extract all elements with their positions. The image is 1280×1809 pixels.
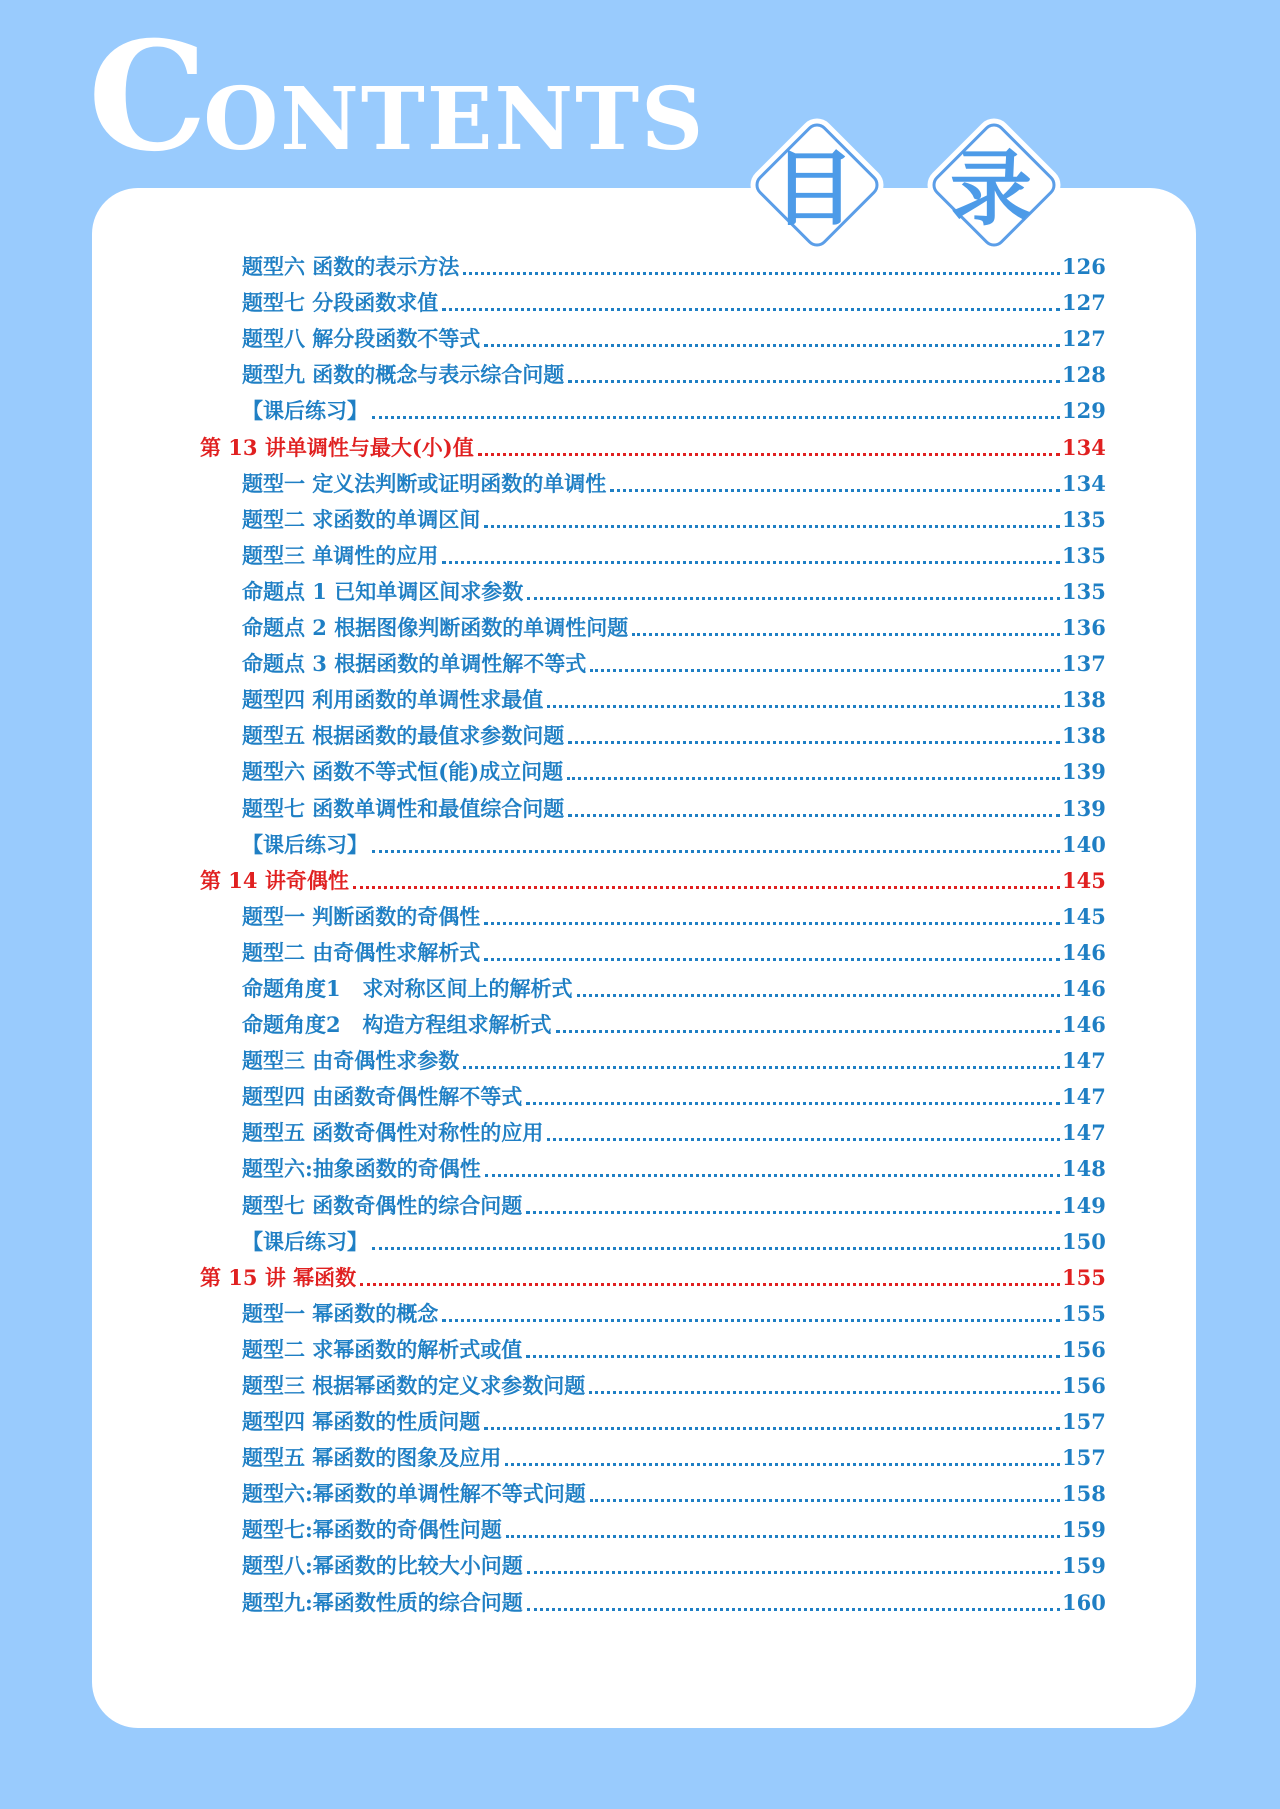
toc-entry-page: 149 xyxy=(1062,1192,1106,1218)
contents-initial: C xyxy=(88,9,204,185)
toc-entry-page: 147 xyxy=(1062,1084,1106,1110)
toc-entry[interactable] xyxy=(200,1440,1106,1476)
dot-leader xyxy=(372,849,1060,853)
toc-entry[interactable] xyxy=(200,1368,1106,1404)
toc-entry[interactable] xyxy=(200,249,1106,285)
dot-leader xyxy=(526,1354,1060,1358)
toc-entry[interactable] xyxy=(200,827,1106,863)
toc-entry[interactable] xyxy=(200,1548,1106,1584)
toc-entry-page: 145 xyxy=(1062,867,1106,893)
toc-entry-page: 160 xyxy=(1062,1589,1106,1615)
toc-entry-label: 题型四 利用函数的单调性求最值 xyxy=(242,687,544,713)
toc-entry-page: 134 xyxy=(1062,434,1106,460)
toc-entry-label: 【课后练习】 xyxy=(242,398,368,424)
toc-entry-page: 157 xyxy=(1062,1409,1106,1435)
toc-entry-page: 156 xyxy=(1062,1373,1106,1398)
toc-entry-page: 158 xyxy=(1062,1481,1106,1507)
toc-entry-label: 题型五 幂函数的图象及应用 xyxy=(242,1445,502,1471)
toc-entry-label: 题型七 函数奇偶性的综合问题 xyxy=(242,1192,523,1218)
toc-entry-label: 题型二 求函数的单调区间 xyxy=(242,506,481,532)
toc-entry-page: 156 xyxy=(1062,1336,1106,1362)
toc-entry-page: 157 xyxy=(1062,1445,1106,1471)
contents-heading xyxy=(88,9,706,185)
toc-entry-page: 155 xyxy=(1062,1264,1106,1290)
toc-entry-page: 147 xyxy=(1062,1120,1106,1146)
toc-entry[interactable] xyxy=(200,1151,1106,1187)
dot-leader xyxy=(526,1101,1060,1105)
toc-entry-page: 135 xyxy=(1062,506,1106,532)
toc-entry-page: 135 xyxy=(1062,542,1106,568)
dot-leader xyxy=(556,1029,1060,1033)
toc-entry-label: 题型二 由奇偶性求解析式 xyxy=(242,939,481,965)
toc-entry-page: 128 xyxy=(1062,362,1106,388)
dot-leader xyxy=(506,1534,1060,1538)
toc-entry-page: 147 xyxy=(1062,1048,1106,1074)
mulu-badge-1 xyxy=(748,116,880,248)
toc-entry[interactable] xyxy=(200,1187,1106,1223)
table-of-contents xyxy=(200,249,1106,1621)
toc-entry-page: 137 xyxy=(1062,651,1106,677)
toc-entry-label: 【课后练习】 xyxy=(242,1228,368,1254)
toc-entry-page: 129 xyxy=(1062,398,1106,424)
toc-entry-label: 题型三 单调性的应用 xyxy=(242,542,439,568)
toc-entry[interactable] xyxy=(200,1043,1106,1079)
toc-entry-page: 146 xyxy=(1062,939,1106,965)
toc-entry-label: 第 15 讲 幂函数 xyxy=(200,1264,357,1290)
mulu-badge-2 xyxy=(925,116,1057,248)
toc-entry[interactable] xyxy=(200,1512,1106,1548)
dot-leader xyxy=(568,379,1060,383)
toc-entry-label: 第 14 讲奇偶性 xyxy=(200,867,349,893)
toc-chapter-entry[interactable] xyxy=(200,863,1106,899)
toc-entry-label: 题型八 解分段函数不等式 xyxy=(242,326,481,352)
toc-entry-page: 159 xyxy=(1062,1517,1106,1543)
toc-entry-label: 题型八:幂函数的比较大小问题 xyxy=(242,1553,523,1579)
toc-entry[interactable] xyxy=(200,1404,1106,1440)
toc-entry-page: 155 xyxy=(1062,1300,1106,1326)
toc-entry[interactable] xyxy=(200,1332,1106,1368)
dot-leader xyxy=(353,885,1060,889)
toc-entry-label: 题型五 根据函数的最值求参数问题 xyxy=(242,723,565,749)
mulu-char-1: 目 xyxy=(772,141,855,237)
dot-leader xyxy=(485,1173,1060,1177)
mulu-char-2: 录 xyxy=(949,141,1032,237)
toc-entry-label: 题型一 定义法判断或证明函数的单调性 xyxy=(242,470,607,496)
toc-entry-page: 140 xyxy=(1062,831,1106,857)
toc-entry-page: 138 xyxy=(1062,687,1106,713)
toc-entry-label: 题型七:幂函数的奇偶性问题 xyxy=(242,1517,502,1543)
toc-entry-page: 150 xyxy=(1062,1228,1106,1254)
toc-entry[interactable] xyxy=(200,1079,1106,1115)
toc-entry[interactable] xyxy=(200,1224,1106,1260)
dot-leader xyxy=(547,1137,1060,1141)
toc-entry[interactable] xyxy=(200,899,1106,935)
toc-entry-page: 148 xyxy=(1062,1156,1106,1182)
toc-entry-label: 题型一 幂函数的概念 xyxy=(242,1300,439,1326)
toc-entry-label: 题型九 函数的概念与表示综合问题 xyxy=(242,362,565,388)
toc-entry-label: 命题点 1 已知单调区间求参数 xyxy=(242,578,524,604)
toc-entry-label: 题型一 判断函数的奇偶性 xyxy=(242,903,481,929)
dot-leader xyxy=(527,596,1060,600)
toc-chapter-entry[interactable] xyxy=(200,1260,1106,1296)
dot-leader xyxy=(567,776,1060,780)
toc-entry-label: 第 13 讲单调性与最大(小)值 xyxy=(200,434,474,460)
dot-leader xyxy=(547,704,1060,708)
dot-leader xyxy=(484,957,1060,961)
dot-leader xyxy=(568,740,1060,744)
toc-entry-label: 题型七 函数单调性和最值综合问题 xyxy=(242,795,565,821)
toc-entry-label: 题型六 函数不等式恒(能)成立问题 xyxy=(242,759,564,785)
dot-leader xyxy=(463,1065,1060,1069)
toc-entry[interactable] xyxy=(200,285,1106,321)
toc-entry-page: 138 xyxy=(1062,723,1106,749)
toc-entry[interactable] xyxy=(200,1476,1106,1512)
dot-leader xyxy=(610,488,1060,492)
dot-leader xyxy=(527,1570,1060,1574)
dot-leader xyxy=(590,668,1060,672)
toc-entry-page: 139 xyxy=(1062,759,1106,785)
dot-leader xyxy=(526,1210,1060,1214)
toc-entry-label: 题型七 分段函数求值 xyxy=(242,290,439,316)
toc-entry-label: 命题角度1 求对称区间上的解析式 xyxy=(242,975,573,1001)
toc-entry-label: 题型四 幂函数的性质问题 xyxy=(242,1409,481,1435)
toc-entry-label: 题型四 由函数奇偶性解不等式 xyxy=(242,1084,523,1110)
toc-entry[interactable] xyxy=(200,466,1106,502)
dot-leader xyxy=(484,1426,1060,1430)
dot-leader xyxy=(632,632,1060,636)
toc-entry[interactable] xyxy=(200,718,1106,754)
toc-entry-label: 命题点 3 根据函数的单调性解不等式 xyxy=(242,651,587,677)
toc-entry-page: 139 xyxy=(1062,795,1106,821)
toc-entry-label: 题型三 由奇偶性求参数 xyxy=(242,1048,460,1074)
toc-entry-page: 127 xyxy=(1062,326,1106,352)
dot-leader xyxy=(484,921,1060,925)
toc-entry[interactable] xyxy=(200,574,1106,610)
toc-entry-label: 命题角度2 构造方程组求解析式 xyxy=(242,1012,552,1038)
dot-leader xyxy=(505,1462,1060,1466)
toc-entry[interactable] xyxy=(200,1007,1106,1043)
toc-entry[interactable] xyxy=(200,971,1106,1007)
dot-leader xyxy=(527,1607,1060,1611)
toc-entry-page: 146 xyxy=(1062,1012,1106,1038)
toc-entry-page: 136 xyxy=(1062,615,1106,641)
toc-entry-label: 题型六:幂函数的单调性解不等式问题 xyxy=(242,1481,586,1507)
toc-entry[interactable] xyxy=(200,502,1106,538)
dot-leader xyxy=(577,993,1060,997)
toc-entry-page: 145 xyxy=(1062,903,1106,929)
toc-entry-page: 134 xyxy=(1062,470,1106,496)
toc-entry-label: 题型六 函数的表示方法 xyxy=(242,254,460,280)
toc-entry[interactable] xyxy=(200,610,1106,646)
toc-entry[interactable] xyxy=(200,321,1106,357)
toc-entry-label: 题型二 求幂函数的解析式或值 xyxy=(242,1336,523,1362)
toc-entry[interactable] xyxy=(200,1296,1106,1332)
dot-leader xyxy=(484,524,1060,528)
toc-entry[interactable] xyxy=(200,646,1106,682)
toc-entry-label: 题型三 根据幂函数的定义求参数问题 xyxy=(242,1373,586,1398)
dot-leader xyxy=(463,271,1060,275)
toc-entry-page: 146 xyxy=(1062,975,1106,1001)
toc-entry[interactable] xyxy=(200,754,1106,790)
toc-entry-label: 【课后练习】 xyxy=(242,831,368,857)
dot-leader xyxy=(590,1498,1060,1502)
dot-leader xyxy=(478,452,1060,456)
toc-entry-label: 题型五 函数奇偶性对称性的应用 xyxy=(242,1120,544,1146)
toc-entry-page: 135 xyxy=(1062,578,1106,604)
dot-leader xyxy=(360,1282,1060,1286)
toc-entry[interactable] xyxy=(200,935,1106,971)
toc-entry[interactable] xyxy=(200,393,1106,429)
toc-entry-page: 126 xyxy=(1062,254,1106,280)
toc-entry-label: 题型六:抽象函数的奇偶性 xyxy=(242,1156,481,1182)
dot-leader xyxy=(568,813,1060,817)
toc-chapter-entry[interactable] xyxy=(200,429,1106,465)
contents-rest: ONTENTS xyxy=(203,69,706,170)
toc-entry[interactable] xyxy=(200,682,1106,718)
dot-leader xyxy=(372,1246,1060,1250)
toc-entry[interactable] xyxy=(200,790,1106,826)
dot-leader xyxy=(484,343,1060,347)
toc-entry-page: 127 xyxy=(1062,290,1106,316)
toc-entry-label: 命题点 2 根据图像判断函数的单调性问题 xyxy=(242,615,629,641)
dot-leader xyxy=(372,415,1060,419)
toc-entry[interactable] xyxy=(200,1584,1106,1620)
toc-entry[interactable] xyxy=(200,357,1106,393)
toc-entry[interactable] xyxy=(200,538,1106,574)
toc-entry[interactable] xyxy=(200,1115,1106,1151)
dot-leader xyxy=(442,1318,1060,1322)
dot-leader xyxy=(442,307,1060,311)
dot-leader xyxy=(442,560,1060,564)
toc-entry-page: 159 xyxy=(1062,1553,1106,1579)
toc-entry-label: 题型九:幂函数性质的综合问题 xyxy=(242,1589,523,1615)
dot-leader xyxy=(589,1390,1060,1394)
